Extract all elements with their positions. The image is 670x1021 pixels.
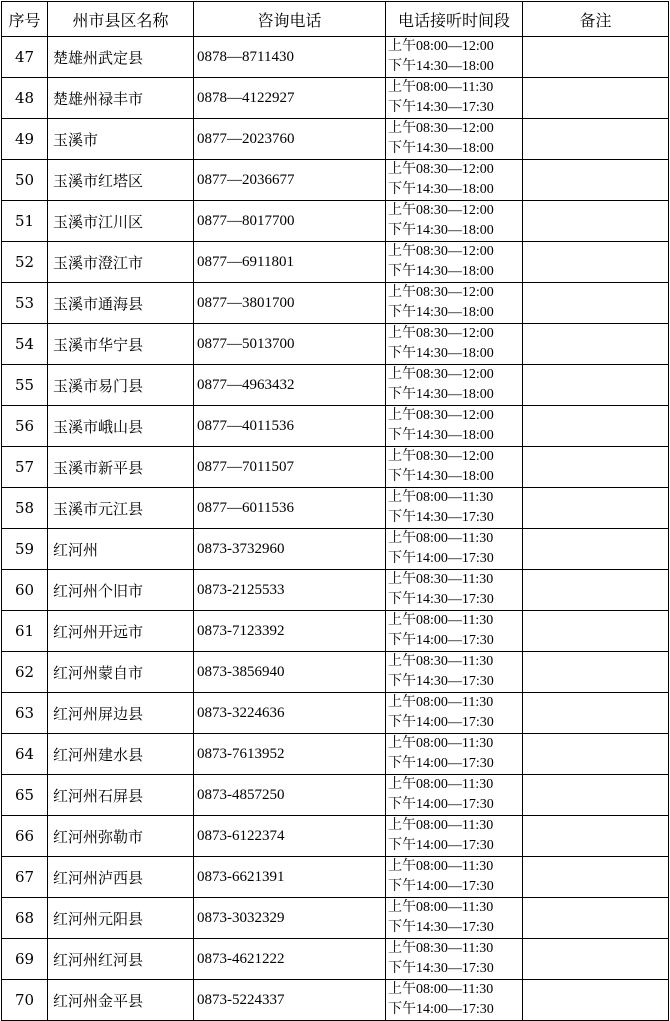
row-phone: 0877—2023760 bbox=[194, 119, 386, 160]
row-region-name: 红河州个旧市 bbox=[48, 570, 194, 611]
row-note bbox=[523, 324, 669, 365]
row-hours-am: 上午08:00—11:30 bbox=[388, 695, 494, 710]
row-phone: 0873-5224337 bbox=[194, 980, 386, 1021]
row-note bbox=[523, 406, 669, 447]
row-hours bbox=[386, 365, 523, 406]
row-note bbox=[523, 160, 669, 201]
row-seq: 53 bbox=[2, 283, 48, 324]
row-hours-am: 上午08:00—11:30 bbox=[388, 490, 494, 505]
row-hours bbox=[386, 283, 523, 324]
row-hours bbox=[386, 78, 523, 119]
row-phone: 0877—3801700 bbox=[194, 283, 386, 324]
table-row bbox=[2, 78, 669, 119]
row-note bbox=[523, 201, 669, 242]
row-note bbox=[523, 529, 669, 570]
row-note bbox=[523, 898, 669, 939]
row-seq: 55 bbox=[2, 365, 48, 406]
row-hours bbox=[386, 898, 523, 939]
table-row bbox=[2, 488, 669, 529]
row-hours bbox=[386, 857, 523, 898]
row-phone: 0873-3032329 bbox=[194, 898, 386, 939]
row-hours bbox=[386, 242, 523, 283]
row-hours-am: 上午08:30—12:00 bbox=[388, 162, 494, 177]
row-phone: 0877—4011536 bbox=[194, 406, 386, 447]
row-hours-am: 上午08:00—11:30 bbox=[388, 613, 494, 628]
row-seq: 47 bbox=[2, 37, 48, 78]
row-hours-am: 上午08:00—11:30 bbox=[388, 80, 494, 95]
row-seq: 65 bbox=[2, 775, 48, 816]
row-region-name: 红河州 bbox=[48, 529, 194, 570]
header-name: 州市县区名称 bbox=[48, 2, 194, 37]
row-note bbox=[523, 283, 669, 324]
row-seq: 54 bbox=[2, 324, 48, 365]
row-hours-pm: 下午14:00—17:30 bbox=[388, 551, 494, 566]
row-phone: 0877—2036677 bbox=[194, 160, 386, 201]
row-phone: 0873-7613952 bbox=[194, 734, 386, 775]
row-hours-pm: 下午14:30—17:30 bbox=[388, 100, 494, 115]
row-note bbox=[523, 980, 669, 1021]
row-seq: 56 bbox=[2, 406, 48, 447]
row-region-name: 红河州泸西县 bbox=[48, 857, 194, 898]
table-row bbox=[2, 324, 669, 365]
row-region-name: 玉溪市新平县 bbox=[48, 447, 194, 488]
row-phone: 0878—8711430 bbox=[194, 37, 386, 78]
row-hours-am: 上午08:00—11:30 bbox=[388, 982, 494, 997]
row-hours-pm: 下午14:30—17:30 bbox=[388, 592, 494, 607]
table-row bbox=[2, 939, 669, 980]
row-hours-pm: 下午14:00—17:30 bbox=[388, 756, 494, 771]
row-hours-am: 上午08:30—12:00 bbox=[388, 244, 494, 259]
row-phone: 0873-3224636 bbox=[194, 693, 386, 734]
row-seq: 50 bbox=[2, 160, 48, 201]
row-region-name: 红河州弥勒市 bbox=[48, 816, 194, 857]
row-hours-pm: 下午14:30—17:30 bbox=[388, 920, 494, 935]
row-region-name: 红河州蒙自市 bbox=[48, 652, 194, 693]
row-hours-pm: 下午14:30—17:30 bbox=[388, 961, 494, 976]
row-region-name: 玉溪市易门县 bbox=[48, 365, 194, 406]
row-phone: 0873-4621222 bbox=[194, 939, 386, 980]
row-phone: 0878—4122927 bbox=[194, 78, 386, 119]
table-row bbox=[2, 980, 669, 1021]
row-hours-am: 上午08:30—11:30 bbox=[388, 654, 494, 669]
table-row bbox=[2, 160, 669, 201]
row-hours-am: 上午08:30—12:00 bbox=[388, 121, 494, 136]
row-hours bbox=[386, 652, 523, 693]
row-hours-am: 上午08:30—12:00 bbox=[388, 367, 494, 382]
table-row bbox=[2, 734, 669, 775]
row-note bbox=[523, 816, 669, 857]
row-seq: 49 bbox=[2, 119, 48, 160]
row-region-name: 玉溪市澄江市 bbox=[48, 242, 194, 283]
row-hours bbox=[386, 611, 523, 652]
row-note bbox=[523, 857, 669, 898]
row-phone: 0873-3856940 bbox=[194, 652, 386, 693]
table-row bbox=[2, 365, 669, 406]
row-hours bbox=[386, 447, 523, 488]
row-note bbox=[523, 693, 669, 734]
table-row bbox=[2, 201, 669, 242]
row-seq: 57 bbox=[2, 447, 48, 488]
table-row bbox=[2, 447, 669, 488]
header-row bbox=[2, 2, 669, 37]
table-body bbox=[2, 37, 669, 1021]
header-phone: 咨询电话 bbox=[194, 2, 386, 37]
row-hours-pm: 下午14:30—18:00 bbox=[388, 223, 494, 238]
row-note bbox=[523, 37, 669, 78]
row-seq: 66 bbox=[2, 816, 48, 857]
row-hours-am: 上午08:30—11:30 bbox=[388, 941, 494, 956]
row-phone: 0873-6621391 bbox=[194, 857, 386, 898]
row-region-name: 玉溪市 bbox=[48, 119, 194, 160]
table-row bbox=[2, 119, 669, 160]
row-seq: 48 bbox=[2, 78, 48, 119]
row-region-name: 楚雄州禄丰市 bbox=[48, 78, 194, 119]
row-seq: 58 bbox=[2, 488, 48, 529]
row-hours-am: 上午08:30—11:30 bbox=[388, 572, 494, 587]
row-hours bbox=[386, 529, 523, 570]
row-hours-am: 上午08:00—11:30 bbox=[388, 736, 494, 751]
row-hours-pm: 下午14:00—17:30 bbox=[388, 715, 494, 730]
row-hours-am: 上午08:00—11:30 bbox=[388, 531, 494, 546]
row-hours-am: 上午08:00—11:30 bbox=[388, 900, 494, 915]
table-row bbox=[2, 898, 669, 939]
row-region-name: 玉溪市通海县 bbox=[48, 283, 194, 324]
row-hours-pm: 下午14:30—18:00 bbox=[388, 346, 494, 361]
row-note bbox=[523, 734, 669, 775]
row-region-name: 玉溪市江川区 bbox=[48, 201, 194, 242]
row-seq: 63 bbox=[2, 693, 48, 734]
row-region-name: 红河州元阳县 bbox=[48, 898, 194, 939]
row-hours-am: 上午08:00—12:00 bbox=[388, 39, 494, 54]
row-note bbox=[523, 775, 669, 816]
row-hours-am: 上午08:00—11:30 bbox=[388, 818, 494, 833]
table-row bbox=[2, 693, 669, 734]
row-phone: 0877—7011507 bbox=[194, 447, 386, 488]
row-region-name: 红河州石屏县 bbox=[48, 775, 194, 816]
row-hours bbox=[386, 324, 523, 365]
row-seq: 69 bbox=[2, 939, 48, 980]
row-seq: 68 bbox=[2, 898, 48, 939]
row-hours bbox=[386, 37, 523, 78]
row-phone: 0877—6011536 bbox=[194, 488, 386, 529]
row-phone: 0877—6911801 bbox=[194, 242, 386, 283]
row-note bbox=[523, 652, 669, 693]
row-note bbox=[523, 570, 669, 611]
row-hours-pm: 下午14:30—17:30 bbox=[388, 674, 494, 689]
row-hours-pm: 下午14:30—18:00 bbox=[388, 141, 494, 156]
row-hours bbox=[386, 406, 523, 447]
row-seq: 51 bbox=[2, 201, 48, 242]
row-hours-pm: 下午14:00—17:30 bbox=[388, 1002, 494, 1017]
row-hours-pm: 下午14:30—18:00 bbox=[388, 305, 494, 320]
hotline-table bbox=[1, 1, 669, 1021]
row-hours-pm: 下午14:30—18:00 bbox=[388, 59, 494, 74]
row-region-name: 红河州金平县 bbox=[48, 980, 194, 1021]
row-hours-am: 上午08:00—11:30 bbox=[388, 777, 494, 792]
row-hours bbox=[386, 160, 523, 201]
row-seq: 61 bbox=[2, 611, 48, 652]
row-note bbox=[523, 939, 669, 980]
table-row bbox=[2, 570, 669, 611]
row-hours-pm: 下午14:30—17:30 bbox=[388, 510, 494, 525]
row-hours-am: 上午08:30—12:00 bbox=[388, 203, 494, 218]
header-hours: 电话接听时间段 bbox=[386, 2, 523, 37]
row-region-name: 红河州建水县 bbox=[48, 734, 194, 775]
row-region-name: 红河州屏边县 bbox=[48, 693, 194, 734]
row-seq: 67 bbox=[2, 857, 48, 898]
table-row bbox=[2, 775, 669, 816]
row-phone: 0873-7123392 bbox=[194, 611, 386, 652]
row-hours bbox=[386, 119, 523, 160]
row-phone: 0877—8017700 bbox=[194, 201, 386, 242]
row-phone: 0877—5013700 bbox=[194, 324, 386, 365]
row-region-name: 楚雄州武定县 bbox=[48, 37, 194, 78]
row-hours bbox=[386, 775, 523, 816]
row-note bbox=[523, 488, 669, 529]
row-region-name: 红河州开远市 bbox=[48, 611, 194, 652]
row-hours bbox=[386, 980, 523, 1021]
row-phone: 0873-2125533 bbox=[194, 570, 386, 611]
row-phone: 0873-3732960 bbox=[194, 529, 386, 570]
row-hours-pm: 下午14:00—17:30 bbox=[388, 633, 494, 648]
row-hours bbox=[386, 570, 523, 611]
row-note bbox=[523, 365, 669, 406]
row-region-name: 玉溪市峨山县 bbox=[48, 406, 194, 447]
table-row bbox=[2, 652, 669, 693]
row-seq: 64 bbox=[2, 734, 48, 775]
table-row bbox=[2, 283, 669, 324]
row-hours-pm: 下午14:00—17:30 bbox=[388, 838, 494, 853]
row-hours-pm: 下午14:30—18:00 bbox=[388, 428, 494, 443]
header-seq: 序号 bbox=[2, 2, 48, 37]
row-hours-pm: 下午14:30—18:00 bbox=[388, 182, 494, 197]
row-note bbox=[523, 242, 669, 283]
table-row bbox=[2, 816, 669, 857]
row-region-name: 玉溪市元江县 bbox=[48, 488, 194, 529]
row-hours bbox=[386, 693, 523, 734]
row-hours bbox=[386, 816, 523, 857]
table-row bbox=[2, 611, 669, 652]
row-hours bbox=[386, 201, 523, 242]
row-hours bbox=[386, 734, 523, 775]
table-row bbox=[2, 242, 669, 283]
row-hours-pm: 下午14:30—18:00 bbox=[388, 387, 494, 402]
row-region-name: 红河州红河县 bbox=[48, 939, 194, 980]
row-phone: 0877—4963432 bbox=[194, 365, 386, 406]
table-row bbox=[2, 37, 669, 78]
table-row bbox=[2, 406, 669, 447]
row-note bbox=[523, 78, 669, 119]
row-hours-pm: 下午14:30—18:00 bbox=[388, 469, 494, 484]
row-hours bbox=[386, 939, 523, 980]
row-seq: 59 bbox=[2, 529, 48, 570]
table-row bbox=[2, 529, 669, 570]
row-hours bbox=[386, 488, 523, 529]
row-hours-am: 上午08:30—12:00 bbox=[388, 285, 494, 300]
row-region-name: 玉溪市红塔区 bbox=[48, 160, 194, 201]
row-hours-am: 上午08:00—11:30 bbox=[388, 859, 494, 874]
row-note bbox=[523, 611, 669, 652]
row-note bbox=[523, 447, 669, 488]
header-note: 备注 bbox=[523, 2, 669, 37]
row-phone: 0873-4857250 bbox=[194, 775, 386, 816]
row-seq: 62 bbox=[2, 652, 48, 693]
row-hours-am: 上午08:30—12:00 bbox=[388, 326, 494, 341]
table-row bbox=[2, 857, 669, 898]
row-hours-am: 上午08:30—12:00 bbox=[388, 408, 494, 423]
row-seq: 52 bbox=[2, 242, 48, 283]
row-hours-am: 上午08:30—12:00 bbox=[388, 449, 494, 464]
row-region-name: 玉溪市华宁县 bbox=[48, 324, 194, 365]
row-hours-pm: 下午14:30—18:00 bbox=[388, 264, 494, 279]
row-note bbox=[523, 119, 669, 160]
row-hours-pm: 下午14:00—17:30 bbox=[388, 879, 494, 894]
row-seq: 60 bbox=[2, 570, 48, 611]
row-phone: 0873-6122374 bbox=[194, 816, 386, 857]
row-seq: 70 bbox=[2, 980, 48, 1021]
row-hours-pm: 下午14:00—17:30 bbox=[388, 797, 494, 812]
